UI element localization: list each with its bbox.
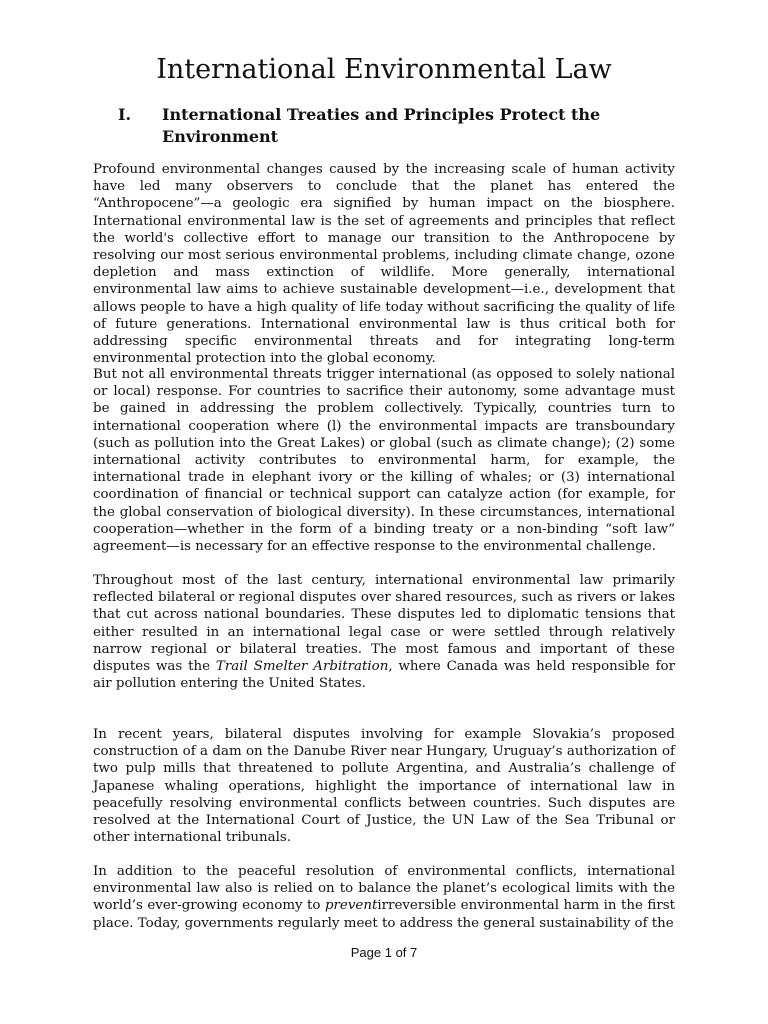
paragraph-text: Throughout most of the last century, international environmental law primarily reflected bilateral or regional disputes over shared resources, such as rivers or lakes that cut across national boundaries. These disputes led to diplomatic tensions that either resulted in an international legal case or were settled through relatively narrow regional or bilateral treaties. The most famous and important of these disputes was the <box>93 573 675 675</box>
paragraph-international-response: But not all environmental threats trigger international (as opposed to solely national or local) response. For countries to sacrifice their autonomy, some advantage must be gained in addressing the problem collectively. Typically, countries turn to international cooperation where (l) the environmental impacts are transboundary (such as pollution into the Great Lakes) or global (such as climate change); (2) some international activity contributes to environmental harm, for example, the international trade in elephant ivory or the killing of whales; or (3) international coordination of financial or technical support can catalyze action (for example, for the global conservation of biological diversity). In these circumstances, international cooperation—whether in the form of a binding treaty or a non-binding “soft law” agreement—is necessary for an effective response to the environmental challenge. <box>93 367 675 555</box>
page-number: Page 1 of 7 <box>350 945 418 960</box>
paragraph-recent-disputes: In recent years, bilateral disputes involving for example Slovakia’s proposed construction of a dam on the Danube River near Hungary, Uruguay’s authorization of two pulp mills that threatened to pollute Argentina, and Australia’s challenge of Japanese whaling operations, highlight the importance of international law in peacefully resolving environmental conflicts between countries. Such disputes are resolved at the International Court of Justice, the UN Law of the Sea Tribunal or other international tribunals. <box>93 727 675 846</box>
section-title: International Treaties and Principles Protect the Environment <box>162 105 601 146</box>
paragraph-bilateral-disputes <box>93 572 675 692</box>
case-name-italic: Trail Smelter Arbitration <box>215 659 389 675</box>
section-number: I. <box>118 105 132 124</box>
paragraph-prevention <box>93 863 675 937</box>
paragraph-anthropocene: Profound environmental changes caused by the increasing scale of human activity have led many observers to conclude that the planet has entered the “Anthropocene”—a geologic era signified by human impact on the biosphere. International environmental law is the set of agreements and principles that reflect the world's collective effort to manage our transition to the Anthropocene by resolving our most serious environmental problems, including climate change, ozone depletion and mass extinction of wildlife. More generally, international environmental law aims to achieve sustainable development—i.e., development that allows people to have a high quality of life today without sacrificing the quality of life of future generations. International environmental law is thus critical both for addressing specific environmental threats and for integrating long-term environmental protection into the global economy. <box>93 162 675 367</box>
paragraph-text: irreversible environmental harm in the first place. Today, governments regularly meet to address the general sustainability of the <box>93 898 675 931</box>
emphasis-italic: prevent <box>324 898 378 914</box>
paragraph-text: , where Canada was held responsible for air pollution entering the United States. <box>93 659 675 692</box>
document-title: International Environmental Law <box>156 54 612 85</box>
paragraph-text: In addition to the peaceful resolution of environmental conflicts, international environmental law also is relied on to balance the planet’s ecological limits with the world’s ever-growing economy to <box>93 864 675 914</box>
